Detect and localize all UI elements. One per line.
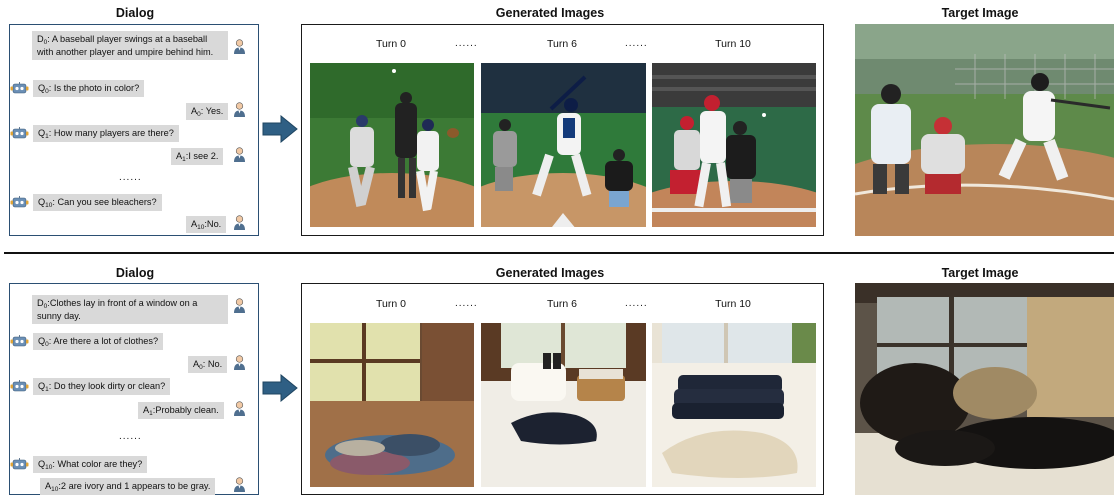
person-icon	[233, 298, 246, 313]
generated-image-turn-6	[481, 63, 646, 227]
turn-label: Turn 6	[547, 38, 577, 50]
robot-icon	[10, 127, 29, 139]
question-bubble: $Q_{10}$: What color are they?	[33, 456, 147, 473]
turn-ellipsis: ......	[455, 298, 478, 309]
question-bubble: $Q_0$: Is the photo in color?	[33, 80, 144, 97]
turn-label: Turn 0	[376, 38, 406, 50]
person-icon	[233, 215, 246, 230]
robot-icon	[10, 335, 29, 347]
answer-bubble: $A_{10}:2$ are ivory and 1 appears to be gray.	[40, 478, 215, 495]
person-icon	[233, 39, 246, 54]
generated-title-1: Generated Images	[495, 6, 605, 20]
dialog-ellipsis: ......	[119, 431, 142, 442]
answer-bubble: $A_0$: No.	[188, 356, 227, 373]
caption-bubble: $D_0$: A baseball player swings at a baseball with another player and umpire behind him.	[32, 31, 228, 60]
person-icon	[233, 355, 246, 370]
section-divider	[4, 252, 1114, 254]
turn-label: Turn 10	[715, 38, 751, 50]
answer-bubble: $A_0$: Yes.	[186, 103, 228, 120]
answer-bubble: $A_1:Probably$ clean.	[138, 402, 224, 419]
generated-image-turn-10	[652, 63, 816, 227]
robot-icon	[10, 196, 29, 208]
question-bubble: $Q_1$: How many players are there?	[33, 125, 179, 142]
generated-image-turn-0	[310, 63, 474, 227]
robot-icon	[10, 82, 29, 94]
generated-title-2: Generated Images	[495, 266, 605, 280]
generated-image-turn-0	[310, 323, 474, 487]
question-bubble: $Q_{10}$: Can you see bleachers?	[33, 194, 162, 211]
generated-image-turn-6	[481, 323, 646, 487]
turn-label: Turn 6	[547, 298, 577, 310]
person-icon	[233, 102, 246, 117]
question-bubble: $Q_0$: Are there a lot of clothes?	[33, 333, 163, 350]
target-title-2: Target Image	[941, 266, 1019, 280]
person-icon	[233, 147, 246, 162]
target-image-1	[855, 24, 1114, 236]
question-bubble: $Q_1$: Do they look dirty or clean?	[33, 378, 170, 395]
dialog-title-1: Dialog	[115, 6, 155, 20]
dialog-title-2: Dialog	[115, 266, 155, 280]
turn-label: Turn 10	[715, 298, 751, 310]
arrow-right-icon	[262, 374, 298, 402]
dialog-ellipsis: ......	[119, 172, 142, 183]
answer-bubble: $A_{10}:No$.	[186, 216, 226, 233]
robot-icon	[10, 380, 29, 392]
person-icon	[233, 477, 246, 492]
answer-bubble: $A_1:I$ see 2.	[171, 148, 223, 165]
robot-icon	[10, 458, 29, 470]
target-image-2	[855, 283, 1114, 495]
person-icon	[233, 401, 246, 416]
turn-ellipsis: ......	[455, 38, 478, 49]
turn-ellipsis: ......	[625, 38, 648, 49]
caption-bubble: $D_0:Clothes$ lay in front of a window on a sunny day.	[32, 295, 228, 324]
turn-ellipsis: ......	[625, 298, 648, 309]
turn-label: Turn 0	[376, 298, 406, 310]
generated-image-turn-10	[652, 323, 816, 487]
target-title-1: Target Image	[941, 6, 1019, 20]
arrow-right-icon	[262, 115, 298, 143]
